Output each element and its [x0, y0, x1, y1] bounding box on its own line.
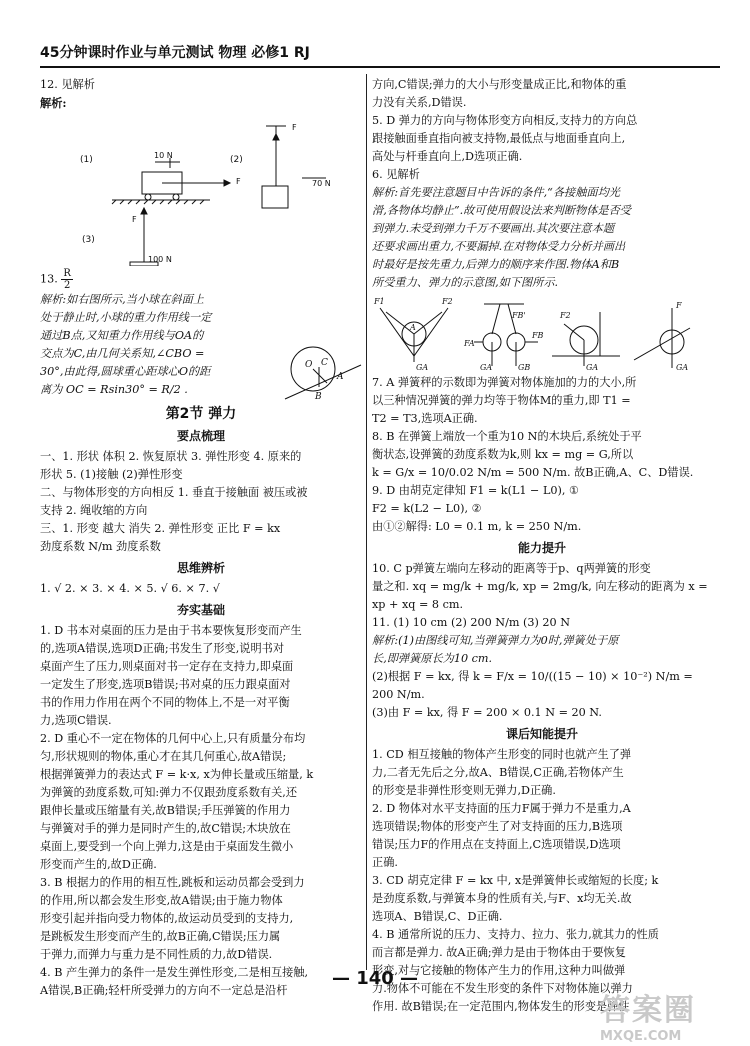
right-mid-line: k = G/x = 10/0.02 N/m = 500 N/m. 故B正确,A、C、D错误.	[372, 466, 694, 479]
q13-line: 处于静止时,小球的重力作用线一定	[40, 311, 212, 324]
right-mid-line: 由①②解得: L0 = 0.1 m, k = 250 N/m.	[372, 520, 582, 533]
nengli-line: 量之和. xq = mg/k + mg/k, xp = 2mg/k, 向左移动的距离为 x =	[372, 580, 708, 593]
kehou-line: 作用. 故B错误;在一定范围内,物体发生的形变是弹性	[372, 1000, 630, 1013]
right-top-line: 跟接触面垂直指向被支持物,最低点与地面垂直向上,	[372, 132, 626, 145]
hangshi-line: 桌面上,要受到一个向上弹力,这是由于桌面发生微小	[40, 840, 294, 853]
nengli-line: (2)根据 F = kx, 得 k = F/x = 10/((15 − 10) × 10⁻²) N/m =	[372, 670, 693, 683]
hangshi-line: 与弹簧对手的弹力是同时产生的,故C错误;木块放在	[40, 822, 291, 835]
kehou-line: 是劲度系数,与弹簧本身的性质有关,与F、x均无关.故	[372, 892, 632, 905]
fig13-label-c: C	[321, 358, 328, 368]
nengli-line: xp + xq = 8 cm.	[372, 598, 464, 611]
q13-line: 解析:如右图所示,当小球在斜面上	[40, 293, 204, 306]
hangshi-line: 1. D 书本对桌面的压力是由于书本要恢复形变而产生	[40, 624, 302, 637]
hangshi-line: 3. B 根据力的作用的相互性,跳板和运动员都会受到力	[40, 876, 305, 889]
hangshi-line: 形变引起并指向受力物体的,故运动员受到的支持力,	[40, 912, 294, 925]
q13-title: 13. $\frac{R}{2}$	[40, 268, 71, 291]
fig13-label-b: B	[315, 392, 322, 402]
page-number: — 140 —	[331, 968, 419, 989]
siwei-line: 1. √ 2. × 3. × 4. × 5. √ 6. × 7. √	[40, 582, 220, 595]
hangshi-line: 为弹簧的劲度系数,可知:弹力不仅跟劲度系数有关,还	[40, 786, 298, 799]
hangshi-line: 根据弹簧弹力的表达式 F = k·x, x为伸长量或压缩量, k	[40, 768, 314, 781]
kehou-line: 力,二者无先后之分,故A、B错误,C正确,若物体产生	[372, 766, 624, 779]
right-mid-line: 9. D 由胡克定律知 F1 = k(L1 − L0), ①	[372, 484, 580, 497]
q13-line: 离为 OC = Rsin30° = R/2 .	[40, 383, 188, 396]
q13-line: 通过B点,又知重力作用线与OA的	[40, 329, 204, 342]
fig6-ga4: GA	[676, 363, 689, 372]
fig6-f2: F2	[442, 297, 453, 306]
fig12-force-100n: 100 N	[148, 255, 172, 264]
fig6-a1: A	[410, 323, 416, 332]
hangshi-line: 匀,形状规则的物体,重心才在其几何重心,故A错误;	[40, 750, 287, 763]
kehou-line: 1. CD 相互接触的物体产生形变的同时也就产生了弹	[372, 748, 632, 761]
hangshi-line: 书的作用力作用在两个不同的物体上,不是一对平衡	[40, 696, 290, 709]
hangshi-line: 的作用,所以都会发生形变,故A错误;由于施力物体	[40, 894, 283, 907]
yaodian-line: 形状 5. (1)接触 (2)弹性形变	[40, 468, 183, 481]
kehou-line: 正确.	[372, 856, 398, 869]
subsection-siwei: 思维辨析	[176, 561, 225, 575]
subsection-yaodian: 要点梳理	[176, 429, 225, 443]
fig6-f: F	[676, 301, 682, 310]
hangshi-line: 于弹力,而弹力与重力是不同性质的力,故D错误.	[40, 948, 273, 961]
q12-label: 解析:	[40, 96, 67, 110]
fig12-label-1: (1)	[80, 155, 93, 165]
watermark-text: 答案圈	[600, 993, 696, 1028]
yaodian-line: 一、1. 形状 体积 2. 恢复原状 3. 弹性形变 4. 原来的	[40, 450, 302, 463]
hangshi-line: 一定发生了形变,选项B错误;书对桌的压力跟桌面对	[40, 678, 291, 691]
nengli-line: 10. C p弹簧左端向左移动的距离等于p、q两弹簧的形变	[372, 562, 651, 575]
fig6-fb: FB	[532, 331, 544, 340]
subsection-hangshi: 夯实基础	[176, 603, 225, 617]
fig13-label-a: A	[337, 372, 344, 382]
subsection-kehou: 课后知能提升	[505, 727, 578, 741]
fig12-label-3: (3)	[82, 235, 95, 245]
fig6-ga2: GA	[480, 363, 493, 372]
fig13-label-o: O	[305, 360, 313, 370]
right-top-line: 到弹力.未受到弹力千万不要画出.其次要注意本题	[372, 222, 615, 235]
fig12-f-label-2: F	[292, 123, 297, 132]
hangshi-line: 2. D 重心不一定在物体的几何中心上,只有质量分布均	[40, 732, 306, 745]
right-mid-line: 8. B 在弹簧上端放一个重为10 N的木块后,系统处于平	[372, 430, 642, 443]
hangshi-line: 桌面产生了压力,则桌面对书一定存在支持力,即桌面	[40, 660, 294, 673]
fig6-f2b: F2	[560, 311, 571, 320]
right-column	[372, 76, 712, 1016]
section-title: 第2节 弹力	[165, 406, 237, 422]
q12-figure	[40, 114, 360, 266]
fig6-f1: F1	[374, 297, 385, 306]
hangshi-line: 的,选项A错误,选项D正确;书发生了形变,说明书对	[40, 642, 285, 655]
watermark-url: MXQE.COM	[600, 1029, 682, 1044]
fig6-gb: GB	[518, 363, 531, 372]
hangshi-line: 跟伸长量或压缩量有关,故B错误;手压弹簧的作用力	[40, 804, 291, 817]
kehou-line: 选项错误;物体的形变产生了对支持面的压力,B选项	[372, 820, 623, 833]
nengli-line: 11. (1) 10 cm (2) 200 N/m (3) 20 N	[372, 616, 570, 629]
kehou-line: 力.物体不可能在不发生形变的条件下对物体施以弹力	[372, 982, 633, 995]
right-top-line: 力没有关系,D错误.	[372, 96, 467, 109]
hangshi-line: 4. B 产生弹力的条件一是发生弹性形变,二是相互接触,	[40, 966, 309, 979]
yaodian-line: 三、1. 形变 越大 消失 2. 弹性形变 正比 F = kx	[40, 522, 281, 535]
yaodian-line: 劲度系数 N/m 劲度系数	[40, 540, 161, 553]
q13-line: 交点为C,由几何关系知,∠CBO =	[40, 347, 205, 360]
nengli-line: (3)由 F = kx, 得 F = 200 × 0.1 N = 20 N.	[372, 706, 602, 719]
left-column	[40, 76, 362, 1000]
right-mid-line: 衡状态,设弹簧的劲度系数为k,则 kx = mg = G,所以	[372, 448, 634, 461]
q12-title: 12. 见解析	[40, 78, 95, 91]
right-top-line: 时最好是按先重力,后弹力的顺序来作图.物体A和B	[372, 258, 620, 271]
fig12-f-label-1: F	[236, 177, 241, 186]
column-divider	[366, 74, 367, 970]
q13-answer-fraction: $\frac{R}{2}$	[63, 268, 71, 291]
right-top-line: 方向,C错误;弹力的大小与形变量成正比,和物体的重	[372, 78, 627, 91]
fig12-force-70n: 70 N	[312, 179, 331, 188]
nengli-line: 解析:(1)由图线可知,当弹簧弹力为0时,弹簧处于原	[372, 634, 619, 647]
q13-explanation	[40, 291, 278, 399]
kehou-line: 形变,对与它接触的物体产生力的作用,这种力叫做弹	[372, 964, 626, 977]
hangshi-line: 力,选项C错误.	[40, 714, 112, 727]
yaodian-line: 支持 2. 绳收缩的方向	[40, 504, 148, 517]
kehou-line: 选项A、B错误,C、D正确.	[372, 910, 503, 923]
right-top-line: 滑,各物体均静止”.故可使用假设法来判断物体是否受	[372, 204, 631, 217]
kehou-line: 2. D 物体对水平支持面的压力F属于弹力不是重力,A	[372, 802, 631, 815]
q13-figure	[275, 343, 365, 403]
hangshi-line: A错误,B正确;轻杆所受弹力的方向不一定总是沿杆	[40, 984, 288, 997]
subsection-nengli: 能力提升	[517, 541, 566, 555]
right-top-line: 高处与杆垂直向上,D选项正确.	[372, 150, 523, 163]
hangshi-line: 形变而产生的,故D正确.	[40, 858, 157, 871]
q6-figure	[372, 294, 702, 372]
fig6-fa: FA	[464, 339, 475, 348]
right-mid-line: F2 = k(L2 − L0), ②	[372, 502, 482, 515]
q13-line: 30°,由此得,圆球重心距球心O的距	[40, 365, 211, 378]
right-mid-line: 7. A 弹簧秤的示数即为弹簧对物体施加的力的大小,所	[372, 376, 637, 389]
header-title: 45分钟课时作业与单元测试 物理 必修1 RJ	[40, 45, 310, 61]
right-top-line: 6. 见解析	[372, 168, 420, 181]
nengli-line: 长,即弹簧原长为10 cm.	[372, 652, 493, 665]
right-mid-line: T2 = T3,选项A正确.	[372, 412, 478, 425]
fig6-ga1: GA	[416, 363, 429, 372]
kehou-line: 而言都是弹力. 故A正确;弹力是由于物体由于要恢复	[372, 946, 626, 959]
kehou-line: 4. B 通常所说的压力、支持力、拉力、张力,就其力的性质	[372, 928, 659, 941]
right-mid-line: 以三种情况弹簧的弹力均等于物体M的重力,即 T1 =	[372, 394, 631, 407]
right-top-line: 解析:首先要注意题目中告诉的条件,“各接触面均光	[372, 186, 620, 199]
hangshi-line: 是跳板发生形变而产生的,故B正确,C错误;压力属	[40, 930, 281, 943]
kehou-line: 3. CD 胡克定律 F = kx 中, x是弹簧伸长或缩短的长度; k	[372, 874, 659, 887]
kehou-line: 错误;压力F的作用点在支持面上,C选项错误,D选项	[372, 838, 621, 851]
right-top-line: 所受重力、弹力的示意图,如下图所示.	[372, 276, 559, 289]
fig6-ga3: GA	[586, 363, 599, 372]
fig12-f-label-3: F	[132, 215, 137, 224]
right-top-line: 还要求画出重力,不要漏掉.在对物体受力分析并画出	[372, 240, 626, 253]
fig6-fbp: FB'	[512, 311, 526, 320]
nengli-line: 200 N/m.	[372, 688, 425, 701]
page-header	[40, 40, 720, 68]
fig12-force-10n: 10 N	[154, 151, 173, 160]
watermark-logo	[600, 985, 740, 1044]
fig12-label-2: (2)	[230, 155, 243, 165]
kehou-line: 的形变是非弹性形变则无弹力,D正确.	[372, 784, 556, 797]
right-top-line: 5. D 弹力的方向与物体形变方向相反,支持力的方向总	[372, 114, 638, 127]
yaodian-line: 二、与物体形变的方向相反 1. 垂直于接触面 被压或被	[40, 486, 308, 499]
